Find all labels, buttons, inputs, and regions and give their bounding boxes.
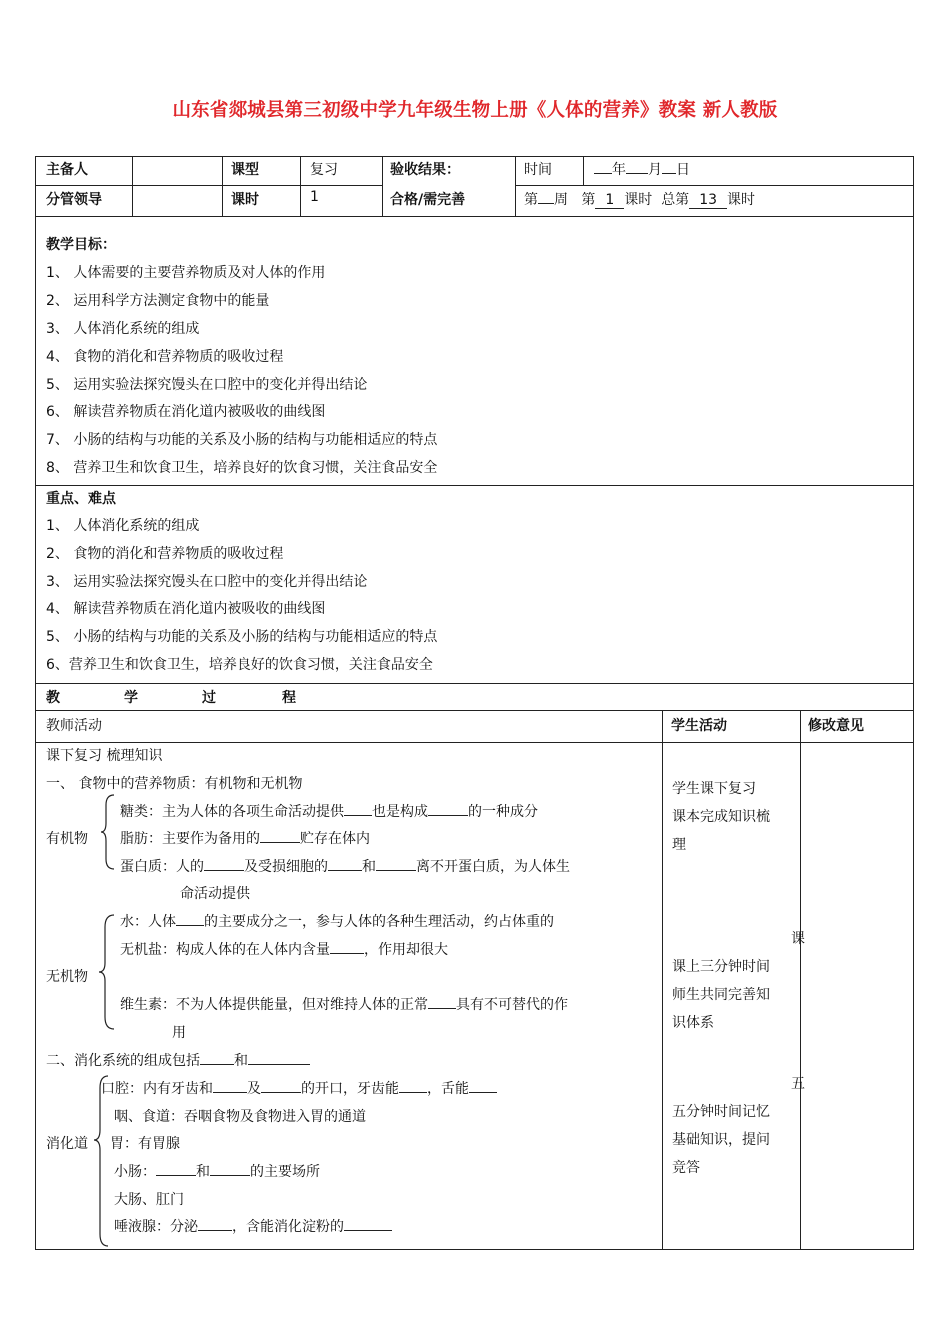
- label-period: 课时: [231, 192, 259, 208]
- student-text: 课本完成知识梳: [672, 809, 770, 825]
- line-sugar: 糖类：主为人体的各项生命活动提供 也是构成 的一种成分: [120, 801, 538, 821]
- goals-heading: 教学目标：: [46, 237, 116, 253]
- line-salivary: 唾液腺：分泌 ，含能消化淀粉的: [114, 1216, 392, 1236]
- value-period: 1: [310, 189, 319, 205]
- line-protein-cont: 命活动提供: [180, 886, 250, 902]
- goal-item: 8、 营养卫生和饮食卫生，培养良好的饮食习惯，关注食品安全: [46, 460, 438, 476]
- review-heading: 课下复习 梳理知识: [46, 748, 163, 764]
- keypoint-item: 2、 食物的消化和营养物质的吸收过程: [46, 546, 284, 562]
- line-fat: 脂肪：主要作为备用的 贮存在体内: [120, 828, 370, 848]
- line-pharynx: 咽、食道：吞咽食物及食物进入胃的通道: [114, 1109, 366, 1125]
- tract-brace: [92, 1074, 110, 1250]
- goal-item: 3、 人体消化系统的组成: [46, 321, 200, 337]
- organic-brace: [100, 793, 116, 871]
- student-text: 理: [672, 837, 686, 853]
- keypoints-heading: 重点、难点: [46, 491, 116, 507]
- process-char: 过: [202, 690, 216, 706]
- keypoint-item: 4、 解读营养物质在消化道内被吸收的曲线图: [46, 601, 326, 617]
- line-mouth: 口腔：内有牙齿和 及 的开口，牙齿能 ，舌能: [101, 1078, 497, 1098]
- student-text: 五分钟时间记忆: [672, 1104, 770, 1120]
- inorganic-label: 无机物: [46, 969, 88, 985]
- process-char: 教: [46, 690, 60, 706]
- goal-item: 5、 运用实验法探究馒头在口腔中的变化并得出结论: [46, 377, 368, 393]
- line-water: 水：人体 的主要成分之一，参与人体的各种生理活动，约占体重的: [120, 911, 554, 931]
- line-intestine: 小肠： 和 的主要场所: [114, 1161, 320, 1181]
- student-text: 识体系: [672, 1015, 714, 1031]
- stray-char: 五: [791, 1076, 805, 1092]
- organic-label: 有机物: [46, 831, 88, 847]
- line-stomach: 胃：有胃腺: [110, 1136, 180, 1152]
- label-author: 主备人: [46, 162, 88, 178]
- student-text: 基础知识，提问: [672, 1132, 770, 1148]
- keypoint-item: 1、 人体消化系统的组成: [46, 518, 200, 534]
- process-char: 程: [282, 690, 296, 706]
- section-digestive: 二、消化系统的组成包括 和: [46, 1050, 310, 1070]
- label-supervisor: 分管领导: [46, 192, 102, 208]
- inorganic-brace: [98, 913, 116, 1031]
- col-revision: 修改意见: [808, 718, 864, 734]
- value-date: 年 月 日: [594, 159, 690, 179]
- line-protein: 蛋白质：人的 及受损细胞的 和 离不开蛋白质，为人体生: [120, 856, 570, 876]
- student-text: 竞答: [672, 1160, 700, 1176]
- line-large-intestine: 大肠、肛门: [114, 1192, 184, 1208]
- goal-item: 2、 运用科学方法测定食物中的能量: [46, 293, 270, 309]
- goal-item: 6、 解读营养物质在消化道内被吸收的曲线图: [46, 404, 326, 420]
- student-text: 学生课下复习: [672, 781, 756, 797]
- col-teacher-activity: 教师活动: [46, 718, 102, 734]
- line-vitamin-cont: 用: [172, 1025, 186, 1041]
- goal-item: 1、 人体需要的主要营养物质及对人体的作用: [46, 265, 326, 281]
- tract-label: 消化道: [46, 1136, 88, 1152]
- label-time: 时间: [524, 162, 552, 178]
- goal-item: 4、 食物的消化和营养物质的吸收过程: [46, 349, 284, 365]
- section-nutrients: 一、 食物中的营养物质：有机物和无机物: [46, 776, 303, 792]
- keypoint-item: 3、 运用实验法探究馒头在口腔中的变化并得出结论: [46, 574, 368, 590]
- line-salt: 无机盐：构成人体的在人体内含量 ，作用却很大: [120, 939, 448, 959]
- label-check-result: 验收结果：: [390, 162, 460, 178]
- document-title: 山东省郯城县第三初级中学九年级生物上册《人体的营养》教案 新人教版: [172, 100, 778, 121]
- value-week-lesson: 第 周 第 1 课时 总第 13 课时: [524, 189, 755, 209]
- keypoint-item: 5、 小肠的结构与功能的关系及小肠的结构与功能相适应的特点: [46, 629, 438, 645]
- student-text: 课上三分钟时间: [672, 959, 770, 975]
- process-char: 学: [124, 690, 138, 706]
- col-student-activity: 学生活动: [671, 718, 727, 734]
- student-text: 师生共同完善知: [672, 987, 770, 1003]
- stray-char: 课: [791, 931, 805, 947]
- label-lesson-type: 课型: [231, 162, 259, 178]
- keypoint-item: 6、营养卫生和饮食卫生，培养良好的饮食习惯，关注食品安全: [46, 657, 433, 673]
- label-pass-improve: 合格/需完善: [390, 192, 466, 208]
- line-vitamin: 维生素：不为人体提供能量，但对维持人体的正常 具有不可替代的作: [120, 994, 568, 1014]
- goal-item: 7、 小肠的结构与功能的关系及小肠的结构与功能相适应的特点: [46, 432, 438, 448]
- value-lesson-type: 复习: [310, 162, 338, 178]
